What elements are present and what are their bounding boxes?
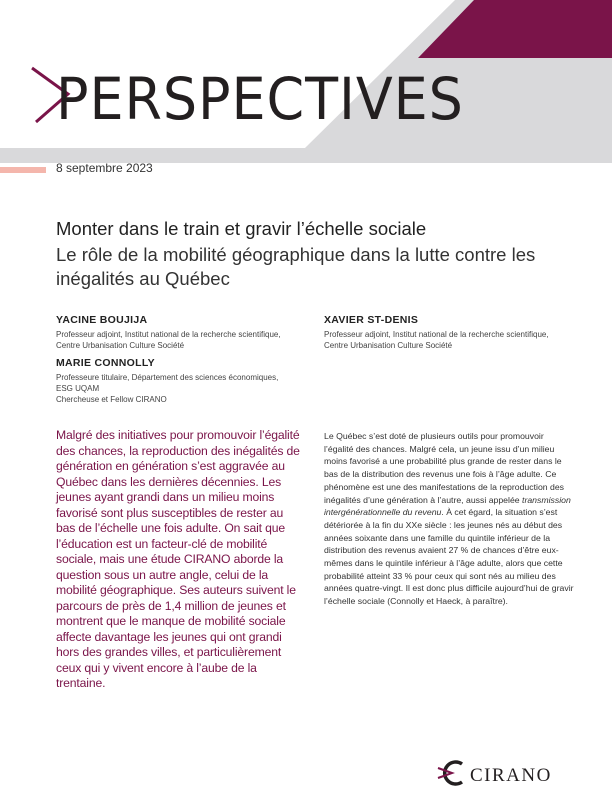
author-affiliation xyxy=(56,329,281,351)
perspectives-wordmark: PERSPECTIVES xyxy=(56,65,464,133)
cirano-logo-text: CIRANO xyxy=(470,765,552,786)
author-st-denis xyxy=(324,314,549,351)
affiliation-line: ESG UQAM xyxy=(56,384,100,393)
author-name: MARIE CONNOLLY xyxy=(56,357,155,369)
affiliation-line: Centre Urbanisation Culture Société xyxy=(324,341,453,350)
body-text: Le Québec s’est doté de plusieurs outils pour promouvoir l’égalité des chances. Malgré cela, un jeune issu d’un milieu moins favorisé a une probabilité plus grande de rester dans le bas de la distribution des revenus une fois à l’âge adulte. Ce phénomène est une des manifestations de la reproduction des inégalités d’une génération à l’autre, aussi appelée xyxy=(324,431,565,505)
article-subtitle: Le rôle de la mobilité géographique dans la lutte contre les inégalités au Québec xyxy=(56,244,536,289)
author-boujija xyxy=(56,314,281,351)
author-affiliation xyxy=(324,329,549,351)
affiliation-line: Professeur adjoint, Institut national de la recherche scientifique, xyxy=(324,330,549,339)
affiliation-line: Professeure titulaire, Département des sciences économiques, xyxy=(56,373,279,382)
body-text: . À cet égard, la situation s’est détériorée à la fin du XXe siècle : les jeunes nés au début des années soixante dans une famille du quintile inférieur de la distribution des revenus avaient 27 % de chances d’être eux-mêmes dans le quintile inférieur à l’âge adulte, alors que cette probabilité atteint 33 % pour ceux qui sont nés au milieu des années quatre-vingt. Il est donc plus difficile aujourd’hui de gravir l’échelle sociale (Connolly et Haeck, à paraître). xyxy=(324,507,574,607)
affiliation-line: Centre Urbanisation Culture Société xyxy=(56,341,185,350)
date-accent-bar xyxy=(0,167,46,173)
cirano-c-icon xyxy=(436,758,468,788)
affiliation-line: Professeur adjoint, Institut national de la recherche scientifique, xyxy=(56,330,281,339)
author-affiliation xyxy=(56,372,278,405)
publication-date: 8 septembre 2023 xyxy=(56,161,153,175)
body-paragraph xyxy=(324,430,574,608)
author-name: XAVIER ST-DENIS xyxy=(324,314,419,326)
article-title: Monter dans le train et gravir l’échelle sociale xyxy=(56,218,427,239)
author-name: YACINE BOUJIJA xyxy=(56,314,148,326)
affiliation-line: Chercheuse et Fellow CIRANO xyxy=(56,395,167,404)
body-italic-term: transmission intergénérationnelle du revenu xyxy=(324,494,571,518)
author-connolly xyxy=(56,357,278,405)
cirano-logo xyxy=(436,758,606,788)
lead-paragraph: Malgré des initiatives pour promouvoir l’égalité des chances, la reproduction des inégalités de génération en génération s’est aggravée au Québec dans les dernières décennies. Les jeunes ayant grandi dans un milieu moins favorisé sont plus susceptibles de rester au bas de l’échelle une fois adulte. On sait que l’éducation est un facteur-clé de mobilité sociale, mais une étude CIRANO aborde la question sous un autre angle, celui de la mobilité géographique. Ses auteurs suivent le parcours de près de 1,4 million de jeunes et montrent que le manque de mobilité sociale affecte davantage les jeunes qui ont grandi hors des grandes villes, et particulièrement ceux qui y vivent encore à l’aube de la trentaine. xyxy=(56,428,300,690)
